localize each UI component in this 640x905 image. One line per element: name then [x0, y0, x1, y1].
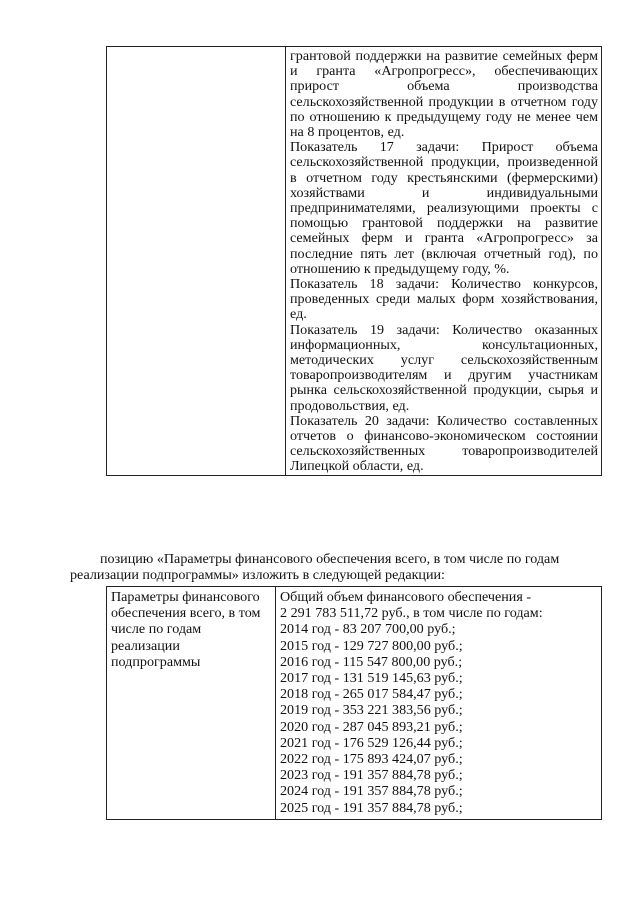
- year-2015: 2015 год - 129 727 800,00 руб.;: [280, 637, 463, 654]
- year-2022: 2022 год - 175 893 424,07 руб.;: [280, 751, 463, 768]
- total-line-2: 2 291 783 511,72 руб., в том числе по годам:: [280, 605, 543, 622]
- table-row: [107, 47, 602, 476]
- year-2018: 2018 год - 265 017 584,47 руб.;: [280, 686, 463, 703]
- indicator-20: Показатель 20 задачи: Количество составленных отчетов о финансово-экономическом состоянии сельскохозяйственных товаропроизводителей Липецкой области, ед.: [290, 412, 598, 475]
- year-2024: 2024 год - 191 357 884,78 руб.;: [280, 783, 463, 800]
- financing-values-cell: [276, 587, 602, 820]
- financing-table: [106, 586, 602, 820]
- indicator-17: Показатель 17 задачи: Прирост объема сельскохозяйственной продукции, произведенной в отчетном году крестьянскими (фермерскими) хозяйствами и индивидуальными предпринимателями, реализующими проекты с помощью грантовой поддержки на развитие семейных ферм и гранта «Агропрогресс» за последние пять лет (включая отчетный год), по отношению к предыдущему году, %.: [290, 139, 598, 277]
- year-2016: 2016 год - 115 547 800,00 руб.;: [280, 653, 463, 670]
- indicator-19: Показатель 19 задачи: Количество оказанных информационных, консультационных, методических услуг сельскохозяйственным товаропроизводителям и другим участникам рынка сельскохозяйственной продукции, сырья и продовольствия, ед.: [290, 321, 598, 414]
- total-line-1: Общий объем финансового обеспечения -: [280, 589, 532, 605]
- empty-label-cell: [107, 47, 286, 476]
- intro-line-2: реализации подпрограммы» изложить в следующей редакции:: [70, 567, 445, 583]
- year-2019: 2019 год - 353 221 383,56 руб.;: [280, 702, 463, 719]
- indicators-cell: [286, 47, 602, 476]
- financing-label-cell: Параметры финансового обеспечения всего, в том числе по годам реализации подпрограммы: [107, 587, 276, 820]
- indicator-18: Показатель 18 задачи: Количество конкурсов, проведенных среди малых форм хозяйствования, ед.: [290, 276, 598, 323]
- year-2014: 2014 год - 83 207 700,00 руб.;: [280, 621, 456, 638]
- intro-paragraph: [70, 551, 604, 583]
- year-2020: 2020 год - 287 045 893,21 руб.;: [280, 718, 463, 735]
- year-2021: 2021 год - 176 529 126,44 руб.;: [280, 734, 463, 751]
- table-row: [107, 587, 602, 820]
- indicators-table: [106, 46, 602, 476]
- indicator-paragraph: грантовой поддержки на развитие семейных ферм и гранта «Агропрогресс», обеспечивающих прирост объема производства сельскохозяйственной продукции в отчетном году по отношению к предыдущему году не менее чем на 8 процентов, ед.: [290, 48, 598, 141]
- intro-line-1: позицию «Параметры финансового обеспечения всего, в том числе по годам: [100, 551, 560, 567]
- year-2017: 2017 год - 131 519 145,63 руб.;: [280, 670, 463, 687]
- year-2025: 2025 год - 191 357 884,78 руб.;: [280, 799, 463, 816]
- year-2023: 2023 год - 191 357 884,78 руб.;: [280, 767, 463, 784]
